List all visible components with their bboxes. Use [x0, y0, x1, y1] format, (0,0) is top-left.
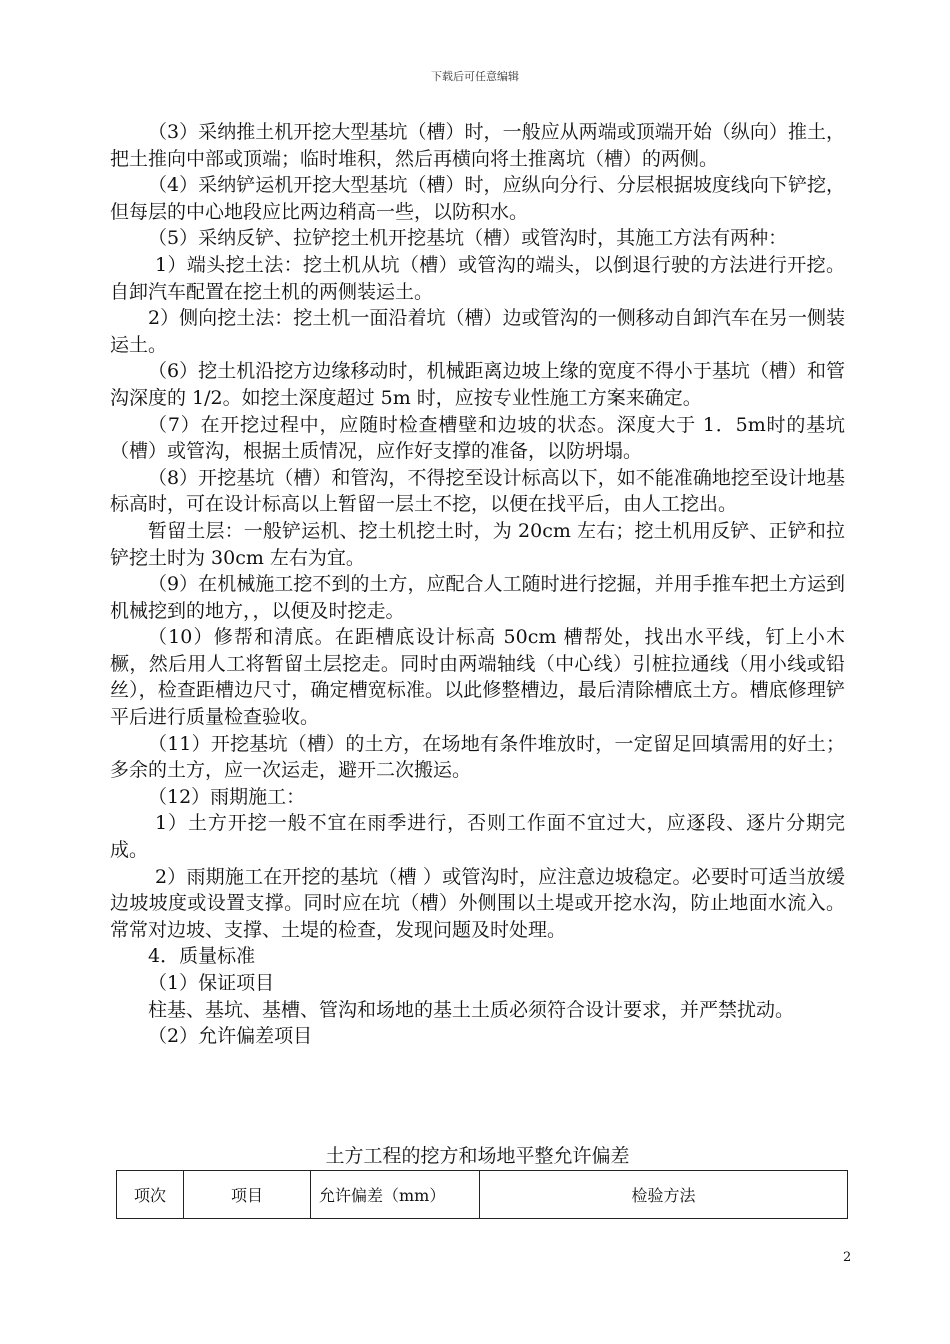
- paragraph: （1）保证项目: [148, 972, 275, 994]
- paragraph: （9）在机械施工挖不到的土方，应配合人工随时进行挖掘，并用手推车把土方运到机械挖到的地方，，以便及时挖走。: [110, 573, 845, 622]
- table-header-cell: 项次: [117, 1171, 184, 1219]
- paragraph: （3）采纳推土机开挖大型基坑（槽）时，一般应从两端或顶端开始（纵向）推土，把土推向中部或顶端；临时堆积，然后再横向将土推离坑（槽）的两侧。: [110, 121, 845, 170]
- paragraph: 暂留土层：一般铲运机、挖土机挖土时，为 20cm 左右；挖土机用反铲、正铲和拉铲挖土时为 30cm 左右为宜。: [110, 519, 845, 569]
- paragraph: 1）土方开挖一般不宜在雨季进行，否则工作面不宜过大，应逐段、逐片分期完成。: [110, 812, 845, 862]
- paragraph: （10）修帮和清底。在距槽底设计标高 50cm 槽帮处，找出水平线，钉上小木橛，然后用人工将暂留土层挖走。同时由两端轴线（中心线）引桩拉通线（用小线或铅丝），检查距槽边尺寸，确定槽宽标准。以此修整槽边，最后清除槽底土方。槽底修理铲平后进行质量检查验收。: [110, 626, 845, 729]
- paragraph: （5）采纳反铲、拉铲挖土机开挖基坑（槽）或管沟时，其施工方法有两种：: [148, 227, 788, 250]
- table-header-cell: 允许偏差（mm）: [311, 1171, 480, 1219]
- page-number: 2: [843, 1250, 852, 1265]
- paragraph: 柱基、基坑、基槽、管沟和场地的基土土质必须符合设计要求，并严禁扰动。: [148, 998, 795, 1021]
- table-header-row: [117, 1171, 848, 1219]
- paragraph: 1）端头挖土法：挖土机从坑（槽）或管沟的端头，以倒退行驶的方法进行开挖。自卸汽车配置在挖土机的两侧装运土。: [110, 253, 845, 303]
- paragraph: （8）开挖基坑（槽）和管沟，不得挖至设计标高以下，如不能准确地挖至设计地基标高时，可在设计标高以上暂留一层土不挖，以便在找平后，由人工挖出。: [110, 466, 845, 516]
- paragraph: （6）挖土机沿挖方边缘移动时，机械距离边坡上缘的宽度不得小于基坑（槽）和管沟深度的 1/2。如挖土深度超过 5m 时，应按专业性施工方案来确定。: [110, 360, 845, 409]
- paragraph: （2）允许偏差项目: [148, 1025, 313, 1048]
- deviation-table: [116, 1170, 848, 1219]
- table-title: 土方工程的挖方和场地平整允许偏差: [325, 1145, 630, 1167]
- paragraph: （11）开挖基坑（槽）的土方，在场地有条件堆放时，一定留足回填需用的好土；多余的土方，应一次运走，避开二次搬运。: [110, 732, 845, 782]
- paragraph: （7）在开挖过程中，应随时检查槽壁和边坡的状态。深度大于 1．5m时的基坑（槽）或管沟，根据土质情况，应作好支撑的准备，以防坍塌。: [110, 413, 845, 463]
- section-heading: 4．质量标准: [148, 945, 256, 968]
- page-header: 下载后可任意编辑: [431, 70, 519, 83]
- document-body: [110, 119, 845, 1050]
- table-header-cell: 项目: [184, 1171, 311, 1219]
- table-header-cell: 检验方法: [480, 1171, 848, 1219]
- paragraph: 2）雨期施工在开挖的基坑（槽 ）或管沟时，应注意边坡稳定。必要时可适当放缓边坡坡度或设置支撑。同时应在坑（槽）外侧围以土堤或开挖水沟，防止地面水流入。常常对边坡、支撑、土堤的检查，发现问题及时处理。: [110, 865, 845, 941]
- paragraph: （12）雨期施工：: [148, 785, 306, 808]
- paragraph: 2）侧向挖土法：挖土机一面沿着坑（槽）边或管沟的一侧移动自卸汽车在另一侧装运土。: [110, 307, 845, 356]
- paragraph: （4）采纳铲运机开挖大型基坑（槽）时，应纵向分行、分层根据坡度线向下铲挖，但每层的中心地段应比两边稍高一些，以防积水。: [110, 174, 845, 223]
